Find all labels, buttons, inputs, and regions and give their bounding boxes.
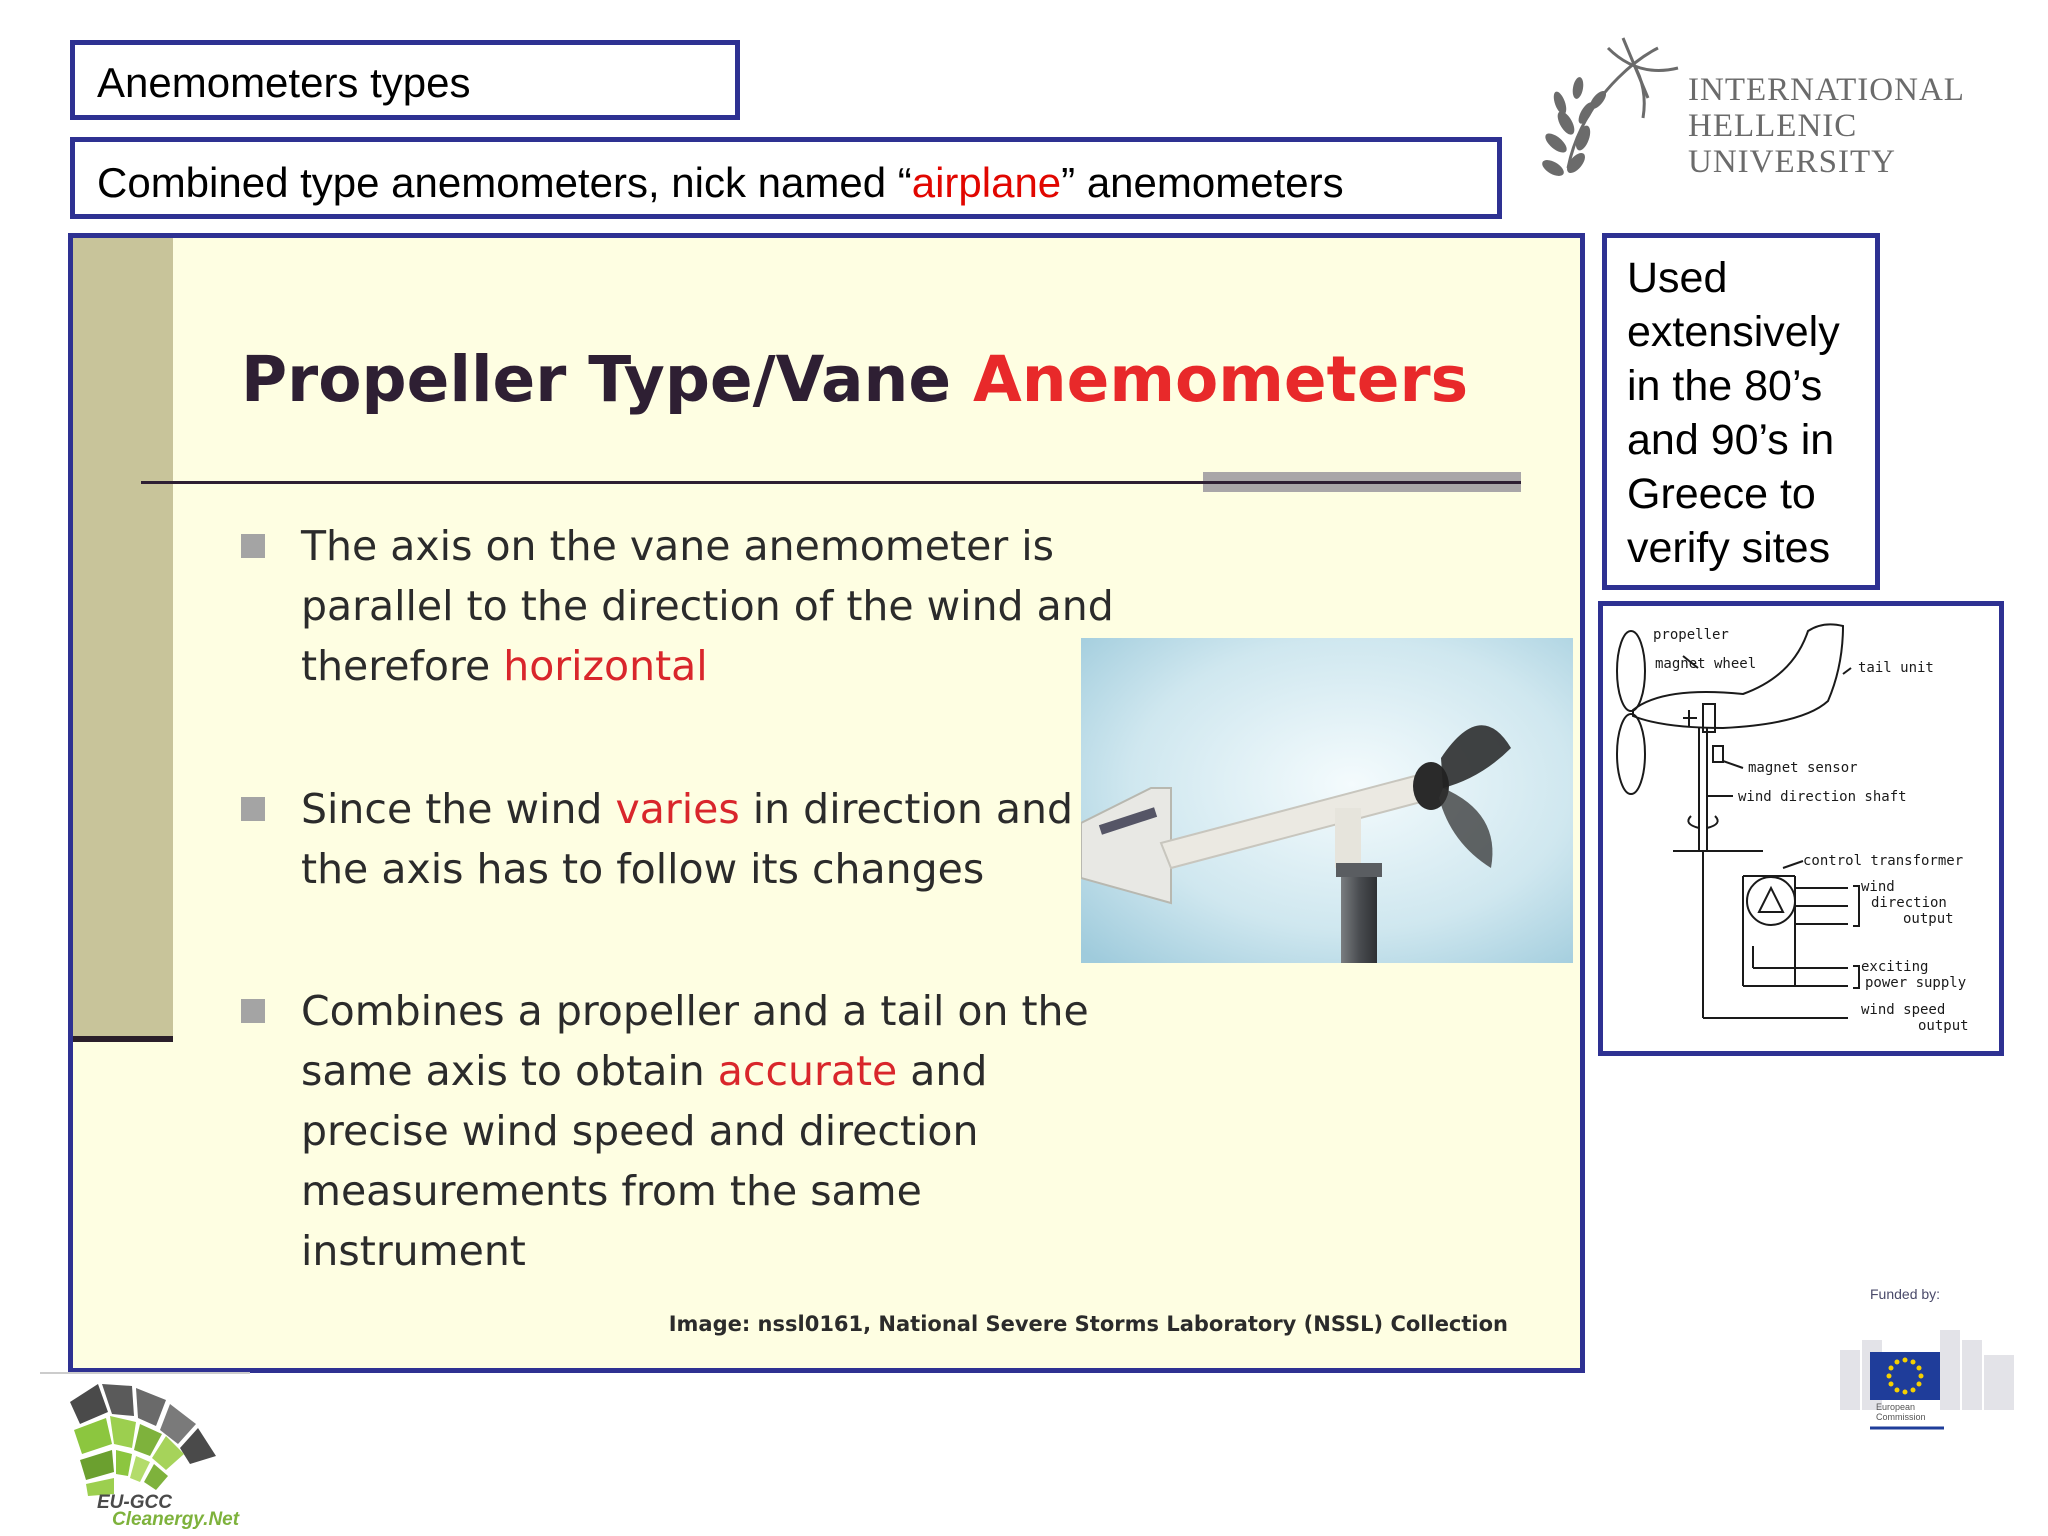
funded-by-label: Funded by: (1870, 1286, 1941, 1302)
schematic-diagram (1603, 606, 1999, 1051)
list-item (241, 981, 1141, 1281)
slide-title-box (70, 40, 740, 120)
usage-note-box (1602, 233, 1880, 590)
olive-branch-logo-icon (1538, 28, 1688, 188)
propeller-blade-bottom (1617, 714, 1645, 794)
project-logo (40, 1372, 250, 1536)
diagram-label-wind-speed-2: output (1918, 1018, 1969, 1034)
funding-logo (1840, 1280, 2020, 1440)
subtitle-text-end: ” anemometers (1061, 159, 1344, 206)
image-credit: Image: nssl0161, National Severe Storms Laboratory (NSSL) Collection (668, 1312, 1508, 1336)
diagram-label-wind-direction-output-2: direction (1871, 895, 1947, 911)
fan-segments-logo-icon (40, 1372, 250, 1497)
subtitle-highlight: airplane (911, 159, 1062, 206)
page-title: Anemometers types (97, 59, 471, 106)
university-logo (1538, 28, 1978, 188)
diagram-label-magnet-sensor: magnet sensor (1748, 760, 1858, 776)
subtitle-text-start: Combined type anemometers, nick named “ (97, 159, 912, 206)
bullet-text-end: and precise wind speed and direction measurements from the same instrument (301, 1047, 988, 1275)
bullet-text-end: in direction and the axis has to follow its changes (301, 785, 1074, 893)
university-name-line-2: HELLENIC (1688, 108, 1858, 144)
diagram-label-tail-unit: tail unit (1858, 660, 1934, 676)
slide-subtitle-box (70, 137, 1502, 219)
diagram-label-wind-direction-shaft: wind direction shaft (1738, 789, 1907, 805)
diagram-label-control-transformer: control transformer (1803, 853, 1964, 869)
slide-band-divider (73, 1036, 173, 1042)
title-underline-accent (1203, 472, 1521, 492)
bullet-square-icon (241, 797, 265, 821)
usage-note-text: Used extensively in the 80’s and 90’s in Greece to verify sites (1627, 254, 1840, 572)
bullet-square-icon (241, 999, 265, 1023)
eu-flag-icon (1840, 1310, 2020, 1440)
diagram-label-wind-speed-1: wind speed (1861, 1002, 1946, 1018)
university-name-line-1: INTERNATIONAL (1688, 72, 1965, 108)
bullet-highlight: horizontal (503, 642, 708, 690)
diagram-label-wind-direction-output-1: wind (1861, 879, 1895, 895)
list-item (241, 516, 1141, 696)
bullet-text: The axis on the vane anemometer is parallel to the direction of the wind and therefore (301, 522, 1114, 690)
university-name (1688, 72, 1965, 180)
list-item (241, 779, 1141, 899)
project-logo-line-1: EU-GCC (97, 1492, 172, 1513)
eu-caption-line-1: European (1876, 1402, 1916, 1412)
bullet-text: Combines a propeller and a tail on the same axis to obtain (301, 987, 1089, 1095)
diagram-label-exciting-1: exciting (1861, 959, 1929, 975)
project-logo-line-2: Cleanergy.Net (112, 1509, 240, 1530)
diagram-label-wind-direction-output-3: output (1903, 911, 1954, 927)
bullet-square-icon (241, 534, 265, 558)
diagram-label-propeller: propeller (1653, 627, 1729, 643)
anemometer-diagram (1598, 601, 2004, 1056)
bullet-highlight: varies (615, 785, 740, 833)
embedded-slide (68, 233, 1585, 1373)
bullet-text: Since the wind (301, 785, 616, 833)
bullet-highlight: accurate (717, 1047, 898, 1095)
bullet-list (241, 516, 1141, 1281)
diagram-label-exciting-2: power supply (1865, 975, 1967, 991)
propeller-blade-top (1617, 631, 1645, 711)
embedded-slide-title (241, 343, 1468, 416)
university-name-line-3: UNIVERSITY (1688, 144, 1896, 180)
project-logo-text (97, 1494, 239, 1528)
embedded-title-accent: Anemometers (973, 343, 1469, 416)
diagram-label-magnet-wheel: magnet wheel (1655, 656, 1757, 672)
eu-caption-line-2: Commission (1876, 1412, 1926, 1422)
propeller-vane-anemometer-photo (1081, 638, 1573, 963)
slide-side-band (73, 238, 173, 1038)
embedded-title-main: Propeller Type/Vane (241, 343, 974, 416)
